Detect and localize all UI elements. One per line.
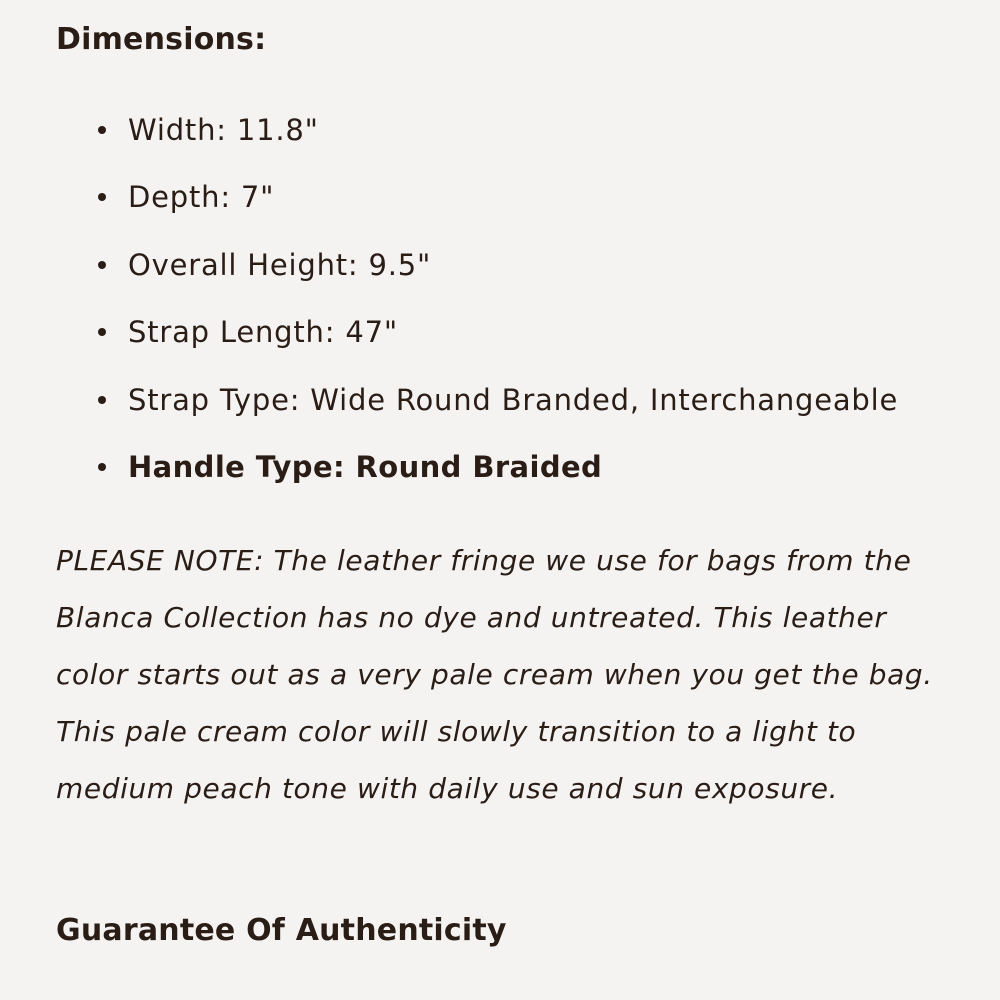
spec-handle-type: Handle Type: Round Braided	[128, 449, 603, 484]
bullet-icon	[98, 463, 106, 471]
list-item	[56, 173, 898, 240]
list-item	[56, 241, 898, 308]
bullet-icon	[98, 193, 106, 201]
guarantee-heading: Guarantee Of Authenticity	[56, 913, 507, 948]
leather-note: PLEASE NOTE: The leather fringe we use for bags from the Blanca Collection has no dye and untreated. This leather color starts out as a very pale cream when you get the bag. This pale cream color will slowly transition to a light to medium peach tone with daily use and sun exposure.	[56, 544, 933, 805]
list-item	[56, 376, 898, 443]
bullet-icon	[98, 261, 106, 269]
list-item	[56, 443, 898, 510]
bullet-icon	[98, 328, 106, 336]
list-item	[56, 106, 898, 173]
list-item	[56, 308, 898, 375]
bullet-icon	[98, 126, 106, 134]
spec-strap-length: Strap Length: 47"	[128, 315, 398, 350]
dimensions-list	[56, 106, 898, 510]
bullet-icon	[98, 396, 106, 404]
spec-strap-type: Strap Type: Wide Round Branded, Interchangeable	[128, 382, 899, 417]
spec-width: Width: 11.8"	[128, 113, 319, 147]
spec-overall-height: Overall Height: 9.5"	[128, 247, 432, 282]
spec-depth: Depth: 7"	[128, 180, 275, 215]
dimensions-heading: Dimensions:	[56, 22, 267, 57]
